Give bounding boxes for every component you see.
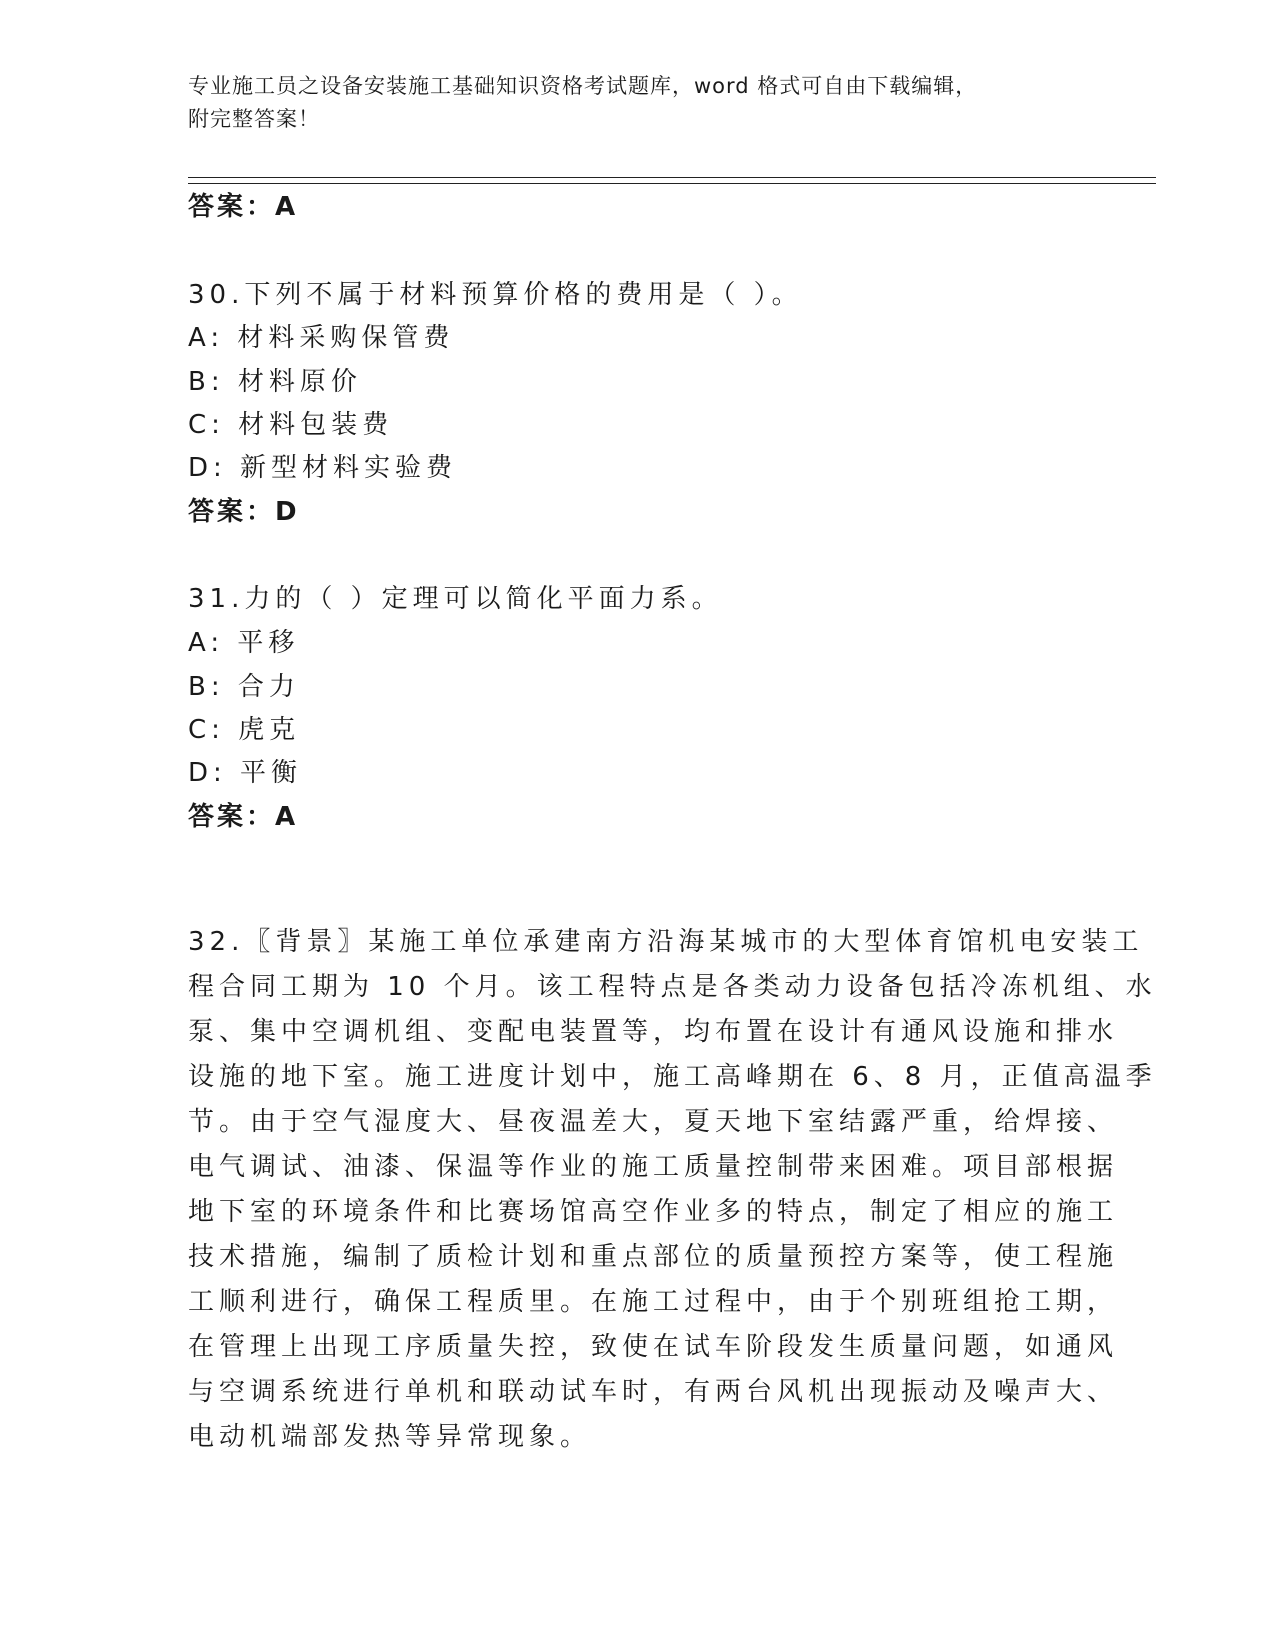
question-32-line: 电气调试、油漆、保温等作业的施工质量控制带来困难。项目部根据	[188, 1152, 1119, 1182]
question-32-background	[188, 920, 1157, 1460]
question-32-line: 工顺利进行，确保工程质里。在施工过程中，由于个别班组抢工期，	[188, 1287, 1119, 1317]
question-31-answer: 答案：A	[188, 802, 299, 832]
question-32-line: 设施的地下室。施工进度计划中，施工高峰期在 6、8 月，正值高温季	[188, 1062, 1157, 1092]
question-32-line: 地下室的环境条件和比赛场馆高空作业多的特点，制定了相应的施工	[188, 1197, 1119, 1227]
header-line-2: 附完整答案！	[188, 107, 320, 131]
question-31-option-b: B: 合力	[188, 672, 300, 702]
header-line-1: 专业施工员之设备安装施工基础知识资格考试题库，word 格式可自由下载编辑，	[188, 74, 978, 98]
header-rule-bottom	[188, 183, 1156, 184]
question-30-option-c: C: 材料包装费	[188, 410, 394, 440]
question-30-text: 30.下列不属于材料预算价格的费用是（ ）。	[188, 280, 803, 310]
question-31-option-d: D: 平衡	[188, 758, 303, 788]
question-32-line: 在管理上出现工序质量失控，致使在试车阶段发生质量问题，如通风	[188, 1332, 1119, 1362]
question-31-option-c: C: 虎克	[188, 715, 301, 745]
question-32-line: 技术措施，编制了质检计划和重点部位的质量预控方案等，使工程施	[188, 1242, 1119, 1272]
question-32-line: 节。由于空气湿度大、昼夜温差大，夏天地下室结露严重，给焊接、	[188, 1107, 1119, 1137]
document-header	[188, 70, 1068, 136]
question-32-line: 泵、集中空调机组、变配电装置等，均布置在设计有通风设施和排水	[188, 1017, 1119, 1047]
question-31-option-a: A: 平移	[188, 628, 300, 658]
question-30-option-b: B: 材料原价	[188, 367, 362, 397]
prev-question-answer: 答案：A	[188, 192, 299, 222]
question-30-option-d: D: 新型材料实验费	[188, 453, 458, 483]
header-rule-top	[188, 177, 1156, 178]
question-30-option-a: A: 材料采购保管费	[188, 323, 455, 353]
question-32-line: 程合同工期为 10 个月。该工程特点是各类动力设备包括冷冻机组、水	[188, 972, 1157, 1002]
question-32-line: 电动机端部发热等异常现象。	[188, 1422, 592, 1452]
question-32-line: 32.〖背景〗某施工单位承建南方沿海某城市的大型体育馆机电安装工	[188, 927, 1144, 957]
question-31-text: 31.力的（ ）定理可以简化平面力系。	[188, 584, 723, 614]
question-30-answer: 答案：D	[188, 497, 300, 527]
question-32-line: 与空调系统进行单机和联动试车时，有两台风机出现振动及噪声大、	[188, 1377, 1119, 1407]
